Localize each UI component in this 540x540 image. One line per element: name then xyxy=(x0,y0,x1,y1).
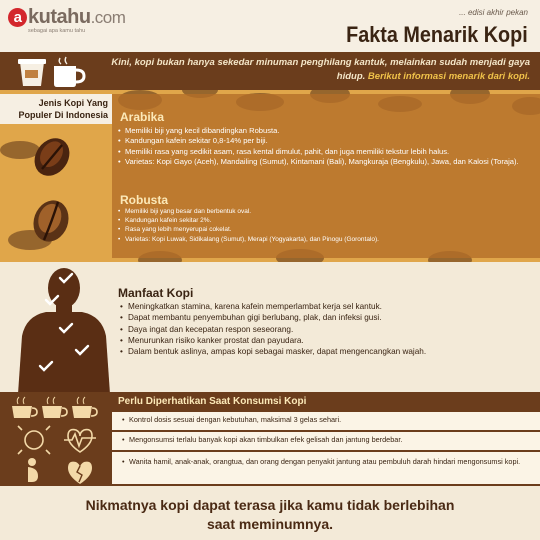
list-item: • Dalam bentuk aslinya, ampas kopi sebagai masker, dapat mengencangkan wajah. xyxy=(120,346,530,357)
list-item: • Memiliki biji yang kecil dibandingkan Robusta. xyxy=(118,126,528,136)
robusta-bean-icon xyxy=(28,198,74,244)
coffee-cup-icon xyxy=(12,397,97,418)
intro-body: Kini, kopi bukan hanya sekedar minuman penghilang kantuk, melainkan sudah menjadi gaya hidup. xyxy=(111,57,530,83)
list-item: • Meningkatkan stamina, karena kafein memperlambat kerja sel kantuk. xyxy=(120,301,530,312)
list-item: • Rasa yang lebih menyerupai cokelat. xyxy=(118,225,528,234)
footer-line1: Nikmatnya kopi dapat terasa jika kamu tidak berlebihan xyxy=(85,497,455,513)
logo[interactable] xyxy=(8,6,125,29)
coffee-types-label xyxy=(0,94,112,124)
benefits-title: Manfaat Kopi xyxy=(118,286,194,300)
person-silhouette-icon xyxy=(6,266,116,394)
coffee-types-label-line1: Jenis Kopi Yang xyxy=(38,98,108,108)
arabica-title: Arabika xyxy=(120,110,165,124)
page-title: Fakta Menarik Kopi xyxy=(346,22,528,47)
logo-letter: a xyxy=(8,8,27,27)
list-item: • Kandungan kafein sekitar 2%. xyxy=(118,216,528,225)
heartbeat-icon xyxy=(64,430,96,452)
footer-line2: saat meminumnya. xyxy=(206,515,334,532)
list-item: • Kandungan kafein sekitar 0,8-14% per biji. xyxy=(118,136,528,146)
precaution-item: • Wanita hamil, anak-anak, orangtua, dan orang dengan penyakit jantung atau pembuluh darah hindari mengonsumsi kopi. xyxy=(122,457,530,467)
pregnant-woman-icon xyxy=(28,458,38,482)
broken-heart-icon xyxy=(68,462,92,484)
precautions-title: Perlu Diperhatikan Saat Konsumsi Kopi xyxy=(118,396,307,407)
robusta-list xyxy=(118,207,528,244)
robusta-title: Robusta xyxy=(120,193,168,207)
tagline: sebagai apa kamu tahu xyxy=(28,28,86,34)
list-item: • Memiliki biji yang besar dan berbentuk oval. xyxy=(118,207,528,216)
list-item: • Varietas: Kopi Luwak, Sidikalang (Sumut), Merapi (Yogyakarta), dan Pinogu (Gorontalo). xyxy=(118,235,528,244)
list-item: • Dapat membantu penyembuhan gigi berlubang, plak, dan infeksi gusi. xyxy=(120,312,530,323)
footer-message xyxy=(0,496,540,534)
arabica-list xyxy=(118,126,528,168)
precaution-item: • Kontrol dosis sesuai dengan kebutuhan, maksimal 3 gelas sehari. xyxy=(122,415,530,425)
coffee-cups-icon xyxy=(14,56,94,88)
edition-label: ... edisi akhir pekan xyxy=(459,8,528,17)
logo-name: kutahu xyxy=(28,6,91,28)
intro-text xyxy=(100,56,530,85)
list-item: • Varietas: Kopi Gayo (Aceh), Mandailing (Sumut), Kintamani (Bali), Mangkuraja (Bengkulu), Jawa, dan Kalosi (Toraja). xyxy=(118,157,528,167)
precaution-item: • Mengonsumsi terlalu banyak kopi akan timbulkan efek gelisah dan jantung berdebar. xyxy=(122,435,530,445)
anxious-face-icon xyxy=(18,426,50,454)
coffee-types-label-line2: Populer Di Indonesia xyxy=(18,110,108,121)
list-item: • Memiliki rasa yang sedikit asam, rasa kental dimulut, pahit, dan juga memiliki tekstur lebih halus. xyxy=(118,147,528,157)
benefits-list xyxy=(120,301,530,358)
arabica-bean-icon xyxy=(30,135,74,179)
logo-tld: .com xyxy=(90,8,126,27)
list-item: • Daya ingat dan kecepatan respon seseorang. xyxy=(120,324,530,335)
intro-highlight: Berikut informasi menarik dari kopi. xyxy=(367,71,530,83)
precaution-icons xyxy=(8,396,108,484)
list-item: • Menurunkan risiko kanker prostat dan payudara. xyxy=(120,335,530,346)
